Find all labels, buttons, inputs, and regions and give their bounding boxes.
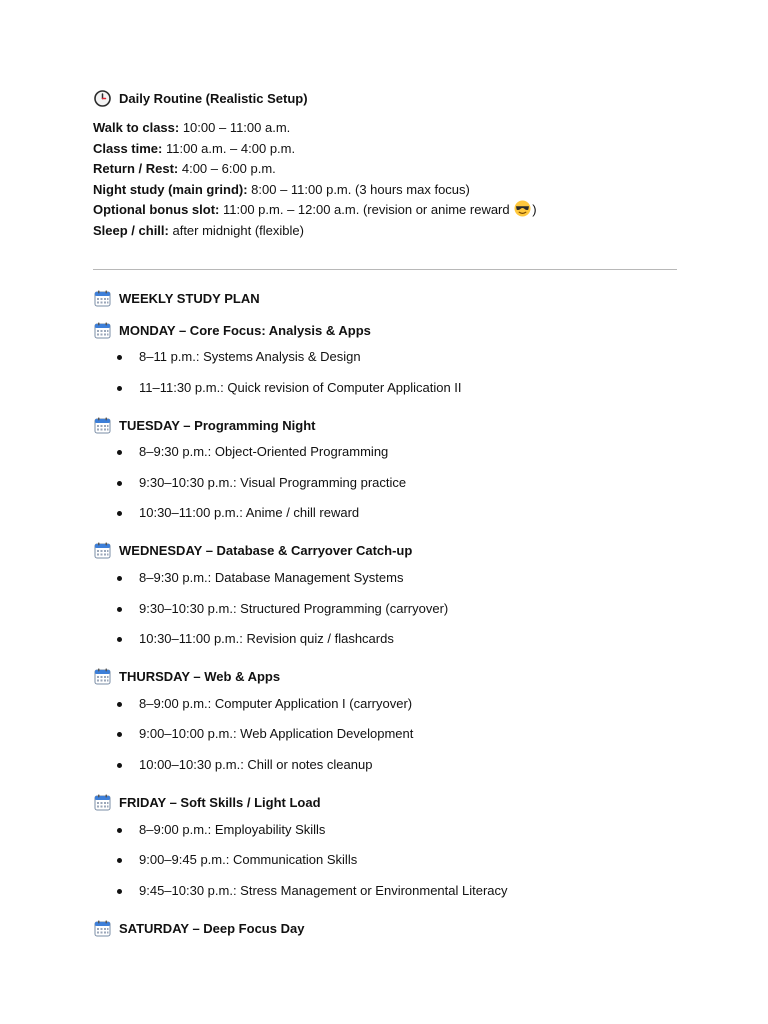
routine-line <box>93 159 677 180</box>
routine-line <box>93 139 677 160</box>
routine-line-text: 10:00 – 11:00 a.m. <box>179 120 291 135</box>
document-page <box>93 88 677 936</box>
bullet-icon <box>117 355 122 360</box>
list-item-text: 9:00–10:00 p.m.: Web Application Development <box>139 726 414 742</box>
list-item-text: 9:45–10:30 p.m.: Stress Management or Environmental Literacy <box>139 882 508 898</box>
day-items <box>93 563 677 655</box>
day-list <box>93 320 677 938</box>
routine-heading <box>93 88 677 108</box>
day-title: FRIDAY – Soft Skills / Light Load <box>119 795 321 811</box>
day-section <box>93 541 677 655</box>
day-title: SATURDAY – Deep Focus Day <box>119 920 305 936</box>
routine-line <box>93 221 677 242</box>
list-item-text: 11–11:30 p.m.: Quick revision of Computer Application II <box>139 379 462 395</box>
list-item <box>93 342 677 373</box>
list-item-text: 8–9:30 p.m.: Object-Oriented Programming <box>139 444 389 460</box>
list-item-text: 9:30–10:30 p.m.: Structured Programming (carryover) <box>139 600 449 616</box>
calendar-icon <box>93 416 112 435</box>
day-items <box>93 437 677 529</box>
bullet-icon <box>117 732 122 737</box>
bullet-icon <box>117 450 122 455</box>
bullet-icon <box>117 511 122 516</box>
calendar-icon <box>93 919 112 938</box>
day-heading <box>93 667 677 687</box>
day-section <box>93 415 677 529</box>
day-heading <box>93 918 677 938</box>
list-item <box>93 719 677 750</box>
routine-line <box>93 200 677 221</box>
list-item-text: 10:30–11:00 p.m.: Anime / chill reward <box>139 505 360 521</box>
sunglasses-face-icon <box>514 200 531 217</box>
list-item-text: 8–9:30 p.m.: Database Management Systems <box>139 569 404 585</box>
list-item <box>93 845 677 876</box>
list-item-text: 9:30–10:30 p.m.: Visual Programming practice <box>139 474 407 490</box>
list-item <box>93 689 677 720</box>
section-divider <box>93 269 677 270</box>
bullet-icon <box>117 637 122 642</box>
list-item-text: 8–9:00 p.m.: Employability Skills <box>139 821 326 837</box>
day-heading <box>93 320 677 340</box>
day-items <box>93 815 677 907</box>
routine-line-label: Return / Rest: <box>93 161 179 177</box>
day-title: THURSDAY – Web & Apps <box>119 669 281 685</box>
routine-line-text: 11:00 a.m. – 4:00 p.m. <box>162 140 296 156</box>
routine-list <box>93 118 677 242</box>
bullet-icon <box>117 386 122 391</box>
list-item-text: 10:00–10:30 p.m.: Chill or notes cleanup <box>139 756 373 772</box>
routine-line-tail: ) <box>532 202 537 218</box>
list-item <box>93 815 677 846</box>
bullet-icon <box>117 576 122 581</box>
routine-title: Daily Routine (Realistic Setup) <box>119 90 308 106</box>
list-item <box>93 594 677 625</box>
day-title: WEDNESDAY – Database & Carryover Catch-up <box>119 543 413 559</box>
day-section <box>93 918 677 938</box>
calendar-icon <box>93 541 112 560</box>
list-item <box>93 876 677 907</box>
list-item <box>93 498 677 529</box>
list-item <box>93 373 677 404</box>
routine-line <box>93 180 677 201</box>
routine-line-label: Walk to class: <box>93 120 180 135</box>
weekly-plan <box>93 288 677 940</box>
bullet-icon <box>117 702 122 707</box>
day-section <box>93 793 677 907</box>
day-title: TUESDAY – Programming Night <box>119 417 316 433</box>
list-item <box>93 750 677 781</box>
routine-line-text: after midnight (flexible) <box>168 222 304 238</box>
routine-line-text: 4:00 – 6:00 p.m. <box>178 161 276 177</box>
day-heading <box>93 793 677 813</box>
bullet-icon <box>117 607 122 612</box>
weekly-plan-heading <box>93 288 677 308</box>
list-item-text: 8–9:00 p.m.: Computer Application I (carryover) <box>139 695 413 711</box>
list-item-text: 8–11 p.m.: Systems Analysis & Design <box>139 349 361 364</box>
bullet-icon <box>117 828 122 833</box>
day-section <box>93 667 677 781</box>
bullet-icon <box>117 889 122 894</box>
day-title: MONDAY – Core Focus: Analysis & Apps <box>119 322 371 338</box>
routine-line-text: 11:00 p.m. – 12:00 a.m. (revision or anime reward <box>219 202 514 218</box>
routine-line <box>93 118 677 139</box>
list-item-text: 10:30–11:00 p.m.: Revision quiz / flashcards <box>139 631 394 647</box>
day-heading <box>93 541 677 561</box>
calendar-icon <box>93 667 112 686</box>
day-heading <box>93 415 677 435</box>
day-section <box>93 320 677 403</box>
bullet-icon <box>117 858 122 863</box>
routine-line-label: Night study (main grind): <box>93 181 248 197</box>
list-item <box>93 624 677 655</box>
calendar-icon <box>93 321 112 340</box>
day-items <box>93 689 677 781</box>
weekly-plan-title: WEEKLY STUDY PLAN <box>119 290 260 306</box>
routine-line-label: Sleep / chill: <box>93 222 169 238</box>
calendar-icon <box>93 289 112 308</box>
bullet-icon <box>117 763 122 768</box>
routine-line-label: Optional bonus slot: <box>93 202 220 218</box>
list-item <box>93 563 677 594</box>
day-items <box>93 342 677 403</box>
routine-line-text: 8:00 – 11:00 p.m. (3 hours max focus) <box>247 181 470 197</box>
calendar-icon <box>93 793 112 812</box>
list-item <box>93 437 677 468</box>
list-item-text: 9:00–9:45 p.m.: Communication Skills <box>139 852 358 868</box>
clock-icon <box>93 89 112 108</box>
routine-line-label: Class time: <box>93 140 163 156</box>
list-item <box>93 468 677 499</box>
bullet-icon <box>117 481 122 486</box>
